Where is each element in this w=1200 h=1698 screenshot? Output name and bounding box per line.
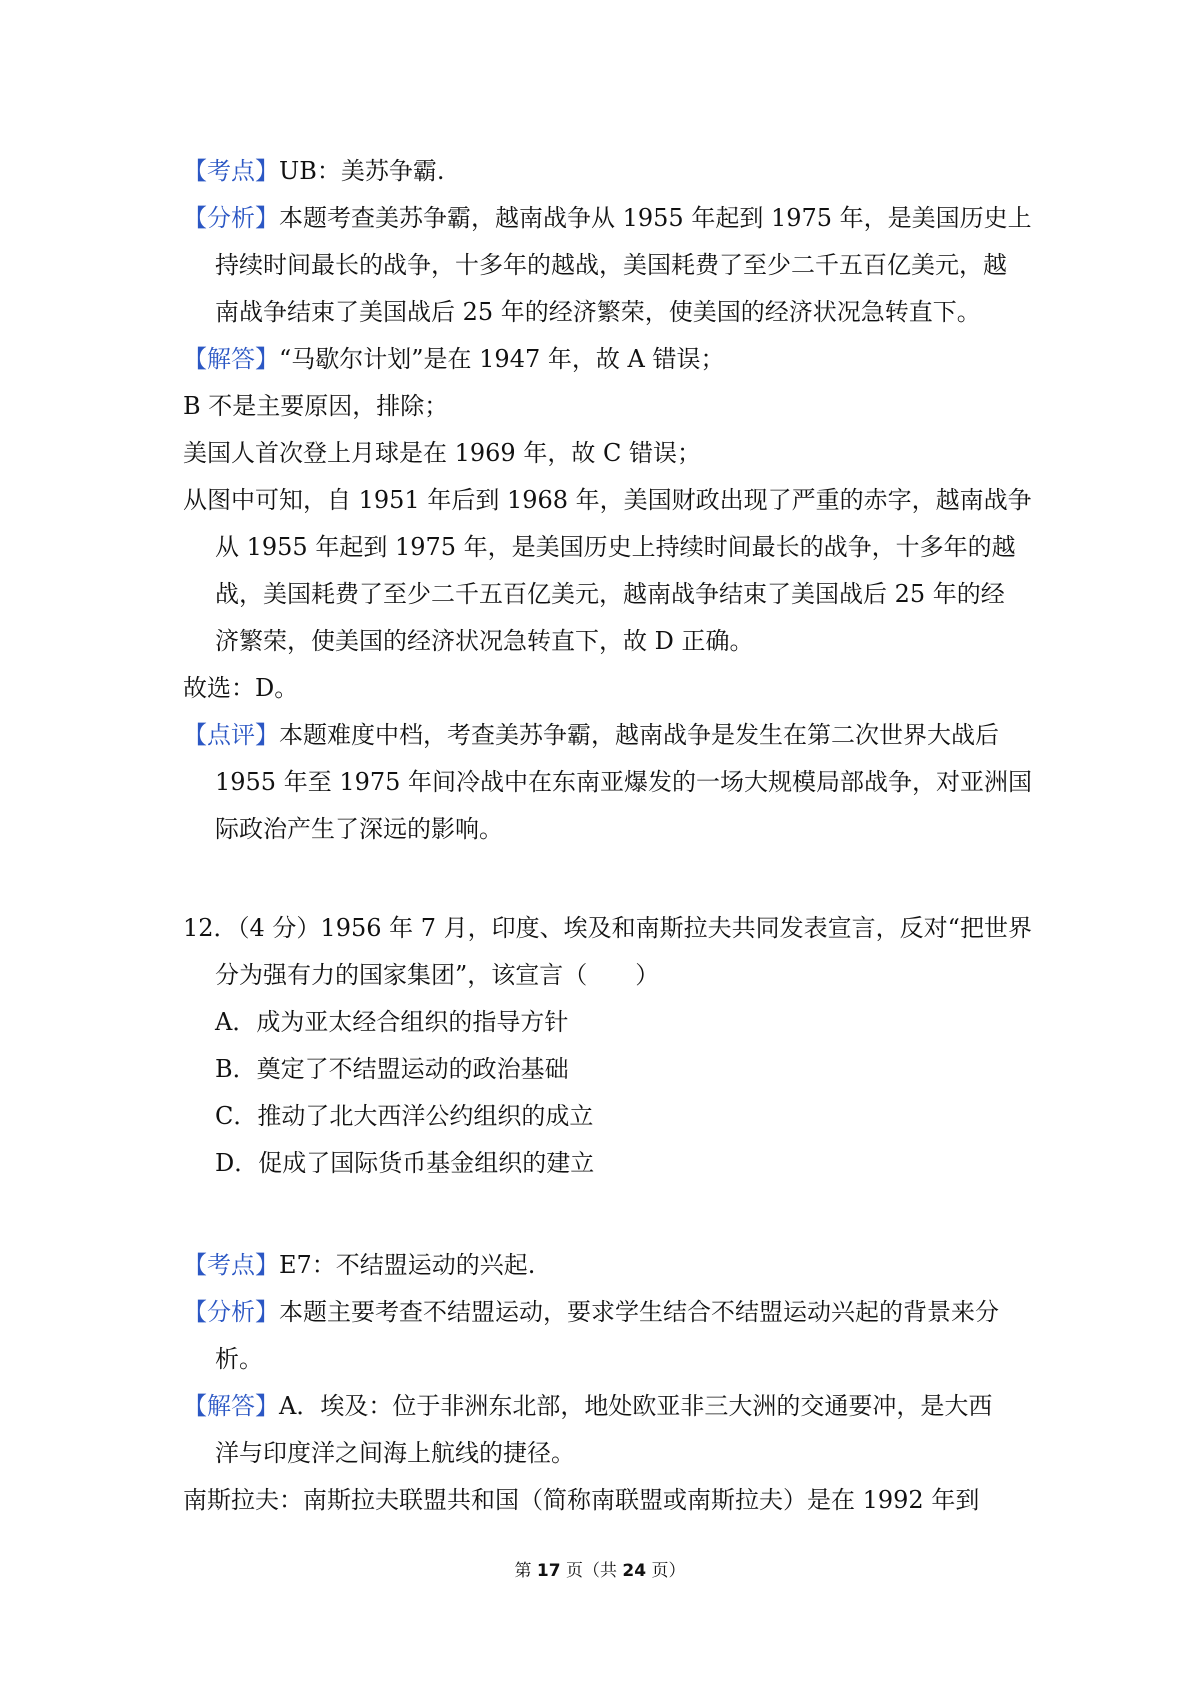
fenxi-text: 南战争结束了美国战后 25 年的经济繁荣，使美国的经济状况急转直下。 bbox=[215, 298, 981, 326]
question-stem: 12．（4 分）1956 年 7 月，印度、埃及和南斯拉夫共同发表宣言，反对“把世界 bbox=[183, 914, 1032, 942]
footer-total-pages: 24 bbox=[622, 1561, 647, 1581]
fenxi-text: 析。 bbox=[215, 1345, 263, 1373]
footer-page-number: 17 bbox=[536, 1561, 561, 1581]
dianping-text: 1955 年至 1975 年间冷战中在东南亚爆发的一场大规模局部战争，对亚洲国 bbox=[215, 768, 1033, 796]
jieda-text: 战，美国耗费了至少二千五百亿美元，越南战争结束了美国战后 25 年的经 bbox=[215, 580, 1005, 608]
analysis-section-1 bbox=[183, 148, 1033, 853]
jieda-text: A．埃及：位于非洲东北部，地处欧亚非三大洲的交通要冲，是大西 bbox=[279, 1392, 993, 1420]
fenxi-line bbox=[183, 1289, 1028, 1336]
jieda-label: 【解答】 bbox=[183, 1392, 279, 1420]
kaodian-line bbox=[183, 1242, 1028, 1289]
option-c: C．推动了北大西洋公约组织的成立 bbox=[215, 1102, 594, 1130]
jieda-text: 洋与印度洋之间海上航线的捷径。 bbox=[215, 1439, 575, 1467]
dianping-text: 际政治产生了深远的影响。 bbox=[215, 815, 503, 843]
dianping-line bbox=[183, 712, 1028, 759]
analysis-section-2 bbox=[183, 1242, 1028, 1524]
jieda-text: 南斯拉夫：南斯拉夫联盟共和国（简称南联盟或南斯拉夫）是在 1992 年到 bbox=[183, 1486, 980, 1514]
jieda-text: 从图中可知，自 1951 年后到 1968 年，美国财政出现了严重的赤字，越南战争 bbox=[183, 486, 1032, 514]
jieda-text: 从 1955 年起到 1975 年，是美国历史上持续时间最长的战争，十多年的越 bbox=[215, 533, 1016, 561]
fenxi-label: 【分析】 bbox=[183, 1298, 279, 1326]
jieda-line bbox=[183, 336, 1028, 383]
footer-suffix: 页） bbox=[651, 1561, 686, 1581]
kaodian-label: 【考点】 bbox=[183, 157, 279, 185]
fenxi-label: 【分析】 bbox=[183, 204, 279, 232]
jieda-line bbox=[183, 1383, 1028, 1430]
fenxi-text: 本题主要考查不结盟运动，要求学生结合不结盟运动兴起的背景来分 bbox=[279, 1298, 999, 1326]
jieda-text: “马歇尔计划”是在 1947 年，故 A 错误； bbox=[279, 345, 725, 373]
kaodian-text: UB：美苏争霸. bbox=[279, 157, 445, 185]
kaodian-text: E7：不结盟运动的兴起. bbox=[279, 1251, 536, 1279]
option-d: D．促成了国际货币基金组织的建立 bbox=[215, 1149, 595, 1177]
option-b: B．奠定了不结盟运动的政治基础 bbox=[215, 1055, 569, 1083]
fenxi-text: 本题考查美苏争霸，越南战争从 1955 年起到 1975 年，是美国历史上 bbox=[279, 204, 1032, 232]
question-stem: 分为强有力的国家集团”，该宣言（ ） bbox=[215, 961, 660, 989]
footer-prefix: 第 bbox=[514, 1561, 532, 1581]
kaodian-label: 【考点】 bbox=[183, 1251, 279, 1279]
question-12 bbox=[183, 905, 1032, 1187]
jieda-text: 美国人首次登上月球是在 1969 年，故 C 错误； bbox=[183, 439, 701, 467]
jieda-label: 【解答】 bbox=[183, 345, 279, 373]
dianping-text: 本题难度中档，考查美苏争霸，越南战争是发生在第二次世界大战后 bbox=[279, 721, 999, 749]
kaodian-line bbox=[183, 148, 1028, 195]
jieda-text: B 不是主要原因，排除； bbox=[183, 392, 449, 420]
fenxi-line bbox=[183, 195, 1032, 242]
jieda-text: 济繁荣，使美国的经济状况急转直下，故 D 正确。 bbox=[215, 627, 754, 655]
answer-text: 故选：D。 bbox=[183, 674, 299, 702]
option-a: A．成为亚太经合组织的指导方针 bbox=[215, 1008, 569, 1036]
dianping-label: 【点评】 bbox=[183, 721, 279, 749]
page-footer bbox=[0, 1556, 1200, 1581]
fenxi-text: 持续时间最长的战争，十多年的越战，美国耗费了至少二千五百亿美元，越 bbox=[215, 251, 1007, 279]
footer-mid: 页（共 bbox=[566, 1561, 617, 1581]
